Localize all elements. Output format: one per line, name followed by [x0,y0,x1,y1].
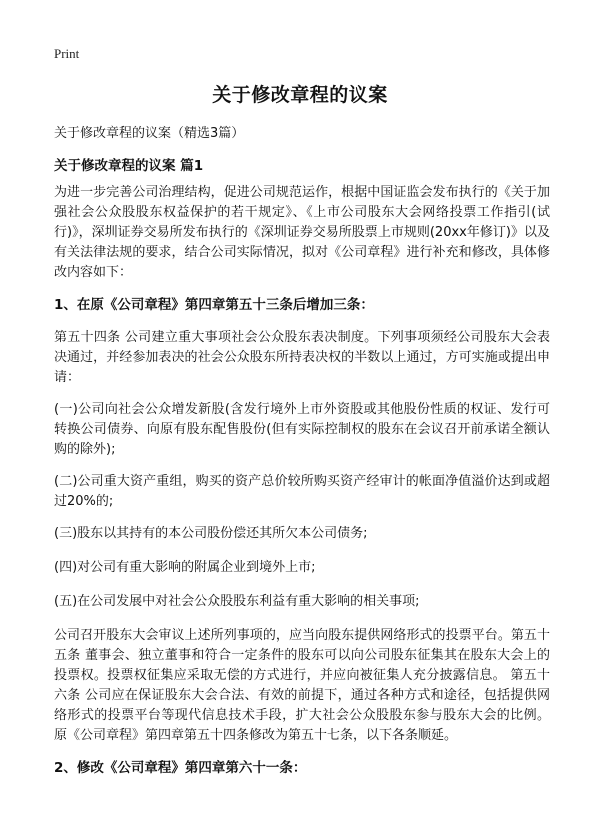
document-body [54,183,550,791]
section-title: 关于修改章程的议案 篇1 [54,158,204,174]
list-item-1: (一)公司向社会公众增发新股(含发行境外上市外资股或其他股份性质的权证、发行可转换公司债券、向原有股东配售股份(但有实际控制权的股东在会议召开前承诺全额认购的除外); [54,402,550,457]
list-item-5: (五)在公司发展中对社会公众股股东利益有重大影响的相关事项; [54,594,420,609]
document-title: 关于修改章程的议案 [212,84,388,106]
list-item-2: (二)公司重大资产重组，购买的资产总价较所购买资产经审计的帐面净值溢价达到或超过20%的; [54,474,550,509]
print-label: Print [54,46,80,61]
document-subtitle: 关于修改章程的议案（精选3篇） [54,126,245,141]
intro-paragraph: 为进一步完善公司治理结构，促进公司规范运作，根据中国证监会发布执行的《关于加强社会公众股股东权益保护的若干规定》、《上市公司股东大会网络投票工作指引(试行)》，深圳证券交易所发布执行的《深圳证券交易所股票上市规则(20xx年修订)》以及有关法律法规的要求，结合公司实际情况，拟对《公司章程》进行补充和修改，具体修改内容如下： [54,185,550,280]
heading-article-53: 1、在原《公司章程》第四章第五十三条后增加三条： [54,297,374,313]
paragraph-article-54: 第五十四条 公司建立重大事项社会公众股东表决制度。下列事项须经公司股东大会表决通过，并经参加表决的社会公众股东所持表决权的半数以上通过，方可实施或提出申请： [54,330,550,385]
paragraph-articles-55-56: 公司召开股东大会审议上述所列事项的，应当向股东提供网络形式的投票平台。第五十五条 董事会、独立董事和符合一定条件的股东可以向公司股东征集其在股东大会上的投票权。投票权征集应采取无偿的方式进行，并应向被征集人充分披露信息。 第五十六条 公司应在保证股东大会合法、有效的前提下，通过各种方式和途径，包括提供网络形式的投票平台等现代信息技术手段，扩大社会公众股股东参与股东大会的比例。 原《公司章程》第四章第五十四条修改为第五十七条，以下各条顺延。 [54,628,550,743]
heading-article-61: 2、修改《公司章程》第四章第六十一条： [54,760,307,776]
list-item-4: (四)对公司有重大影响的附属企业到境外上市; [54,560,316,575]
list-item-3: (三)股东以其持有的本公司股份偿还其所欠本公司债务; [54,526,368,541]
